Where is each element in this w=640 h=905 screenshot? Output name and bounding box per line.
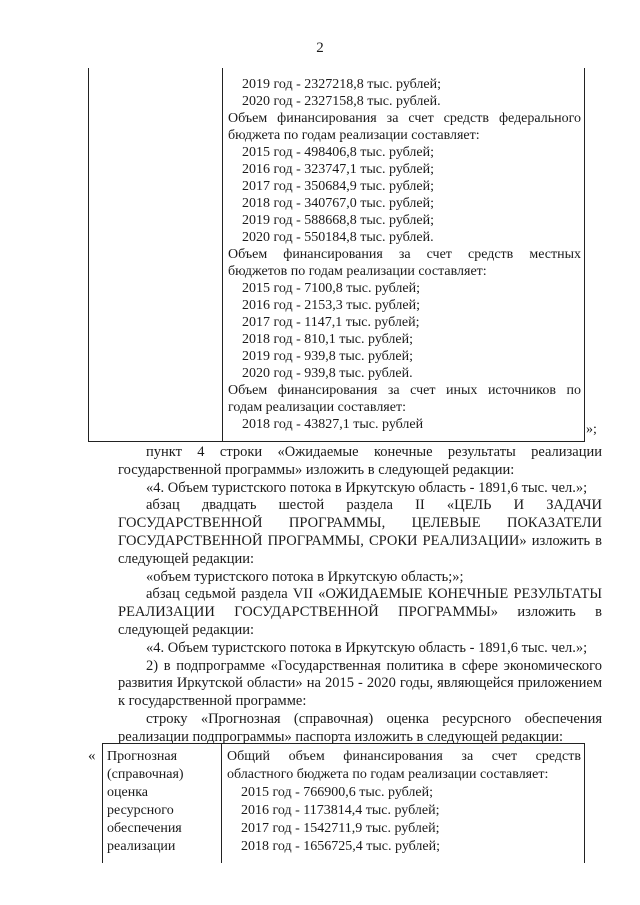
text-line: государственной программы» изложить в следующей редакции: xyxy=(118,461,515,478)
table-column-divider xyxy=(222,68,223,441)
financing-line: 2018 год - 810,1 тыс. рублей; xyxy=(242,332,414,347)
financing-line: 2016 год - 1173814,4 тыс. рублей; xyxy=(241,803,440,818)
financing-line: бюджетов по годам реализации составляет: xyxy=(228,264,487,279)
financing-line: 2015 год - 766900,6 тыс. рублей; xyxy=(241,785,434,800)
row-header-line: (справочная) xyxy=(107,767,184,782)
text-line: пункт 4 строки «Ожидаемые конечные результаты реализации xyxy=(146,444,602,460)
text-line: следующей редакции: xyxy=(118,550,255,567)
financing-line: 2019 год - 588668,8 тыс. рублей; xyxy=(242,213,435,228)
closing-quote-mark: »; xyxy=(586,422,597,437)
text-line: абзац седьмой раздела VII «ОЖИДАЕМЫЕ КОНЕЧНЫЕ РЕЗУЛЬТАТЫ xyxy=(146,586,602,603)
financing-line: 2018 год - 340767,0 тыс. рублей; xyxy=(242,196,435,211)
financing-text-column xyxy=(227,748,581,856)
table-column-divider xyxy=(221,744,222,863)
text-line: ГОСУДАРСТВЕННОЙ ПРОГРАММЫ, ЦЕЛЕВЫЕ ПОКАЗАТЕЛИ xyxy=(118,515,602,532)
financing-line: Объем финансирования за счет средств федерального xyxy=(228,111,581,126)
financing-table-continued xyxy=(88,68,585,442)
financing-text-column xyxy=(228,76,581,433)
financing-line: 2015 год - 498406,8 тыс. рублей; xyxy=(242,145,435,160)
financing-line: 2019 год - 2327218,8 тыс. рублей; xyxy=(242,77,442,92)
text-line: развития Иркутской области» на 2015 - 2020 годы, являющейся приложением xyxy=(118,675,602,692)
row-header-line: Прогнозная xyxy=(107,749,178,764)
row-header-line: оценка xyxy=(107,785,149,800)
text-line: реализации подпрограммы» паспорта изложить в следующей редакции: xyxy=(118,728,564,745)
row-header-line: реализации xyxy=(107,839,176,854)
text-line: «4. Объем туристского потока в Иркутскую область - 1891,6 тыс. чел.»; xyxy=(146,479,588,496)
financing-line: 2017 год - 1542711,9 тыс. рублей; xyxy=(241,821,440,836)
financing-line: областного бюджета по годам реализации составляет: xyxy=(227,767,549,782)
financing-line: 2020 год - 550184,8 тыс. рублей. xyxy=(242,230,434,245)
financing-line: Объем финансирования за счет средств местных xyxy=(228,247,581,262)
financing-line: 2020 год - 2327158,8 тыс. рублей. xyxy=(242,94,441,109)
row-header-line: ресурсного xyxy=(107,803,174,818)
text-line: «4. Объем туристского потока в Иркутскую область - 1891,6 тыс. чел.»; xyxy=(146,639,588,656)
financing-line: 2019 год - 939,8 тыс. рублей; xyxy=(242,349,414,364)
financing-line: 2018 год - 43827,1 тыс. рублей xyxy=(242,417,424,432)
resource-estimate-table xyxy=(102,743,585,863)
text-line: строку «Прогнозная (справочная) оценка ресурсного обеспечения xyxy=(146,710,602,727)
financing-line: 2017 год - 1147,1 тыс. рублей; xyxy=(242,315,420,330)
row-header-cell xyxy=(107,748,217,856)
text-line: следующей редакции: xyxy=(118,621,255,638)
opening-quote-mark: « xyxy=(88,748,96,764)
financing-line: 2016 год - 2153,3 тыс. рублей; xyxy=(242,298,421,313)
financing-line: 2016 год - 323747,1 тыс. рублей; xyxy=(242,162,435,177)
text-line: абзац двадцать шестой раздела II «ЦЕЛЬ И ЗАДАЧИ xyxy=(146,497,602,514)
financing-line: бюджета по годам реализации составляет: xyxy=(228,128,480,143)
financing-line: Объем финансирования за счет иных источников по xyxy=(228,383,581,398)
amendment-text xyxy=(118,444,602,747)
financing-line: 2015 год - 7100,8 тыс. рублей; xyxy=(242,281,421,296)
financing-line: 2018 год - 1656725,4 тыс. рублей; xyxy=(241,839,441,854)
financing-line: 2017 год - 350684,9 тыс. рублей; xyxy=(242,179,435,194)
text-line: ГОСУДАРСТВЕННОЙ ПРОГРАММЫ, СРОКИ РЕАЛИЗАЦИИ» изложить в xyxy=(118,532,602,549)
text-line: к государственной программе: xyxy=(118,693,307,710)
page-number: 2 xyxy=(316,40,324,56)
row-header-line: обеспечения xyxy=(107,821,182,836)
text-line: РЕАЛИЗАЦИИ ГОСУДАРСТВЕННОЙ ПРОГРАММЫ» изложить в xyxy=(118,604,602,621)
text-line: 2) в подпрограмме «Государственная политика в сфере экономического xyxy=(146,657,602,674)
financing-line: 2020 год - 939,8 тыс. рублей. xyxy=(242,366,413,381)
text-line: «объем туристского потока в Иркутскую область;»; xyxy=(146,568,464,585)
financing-line: Общий объем финансирования за счет средств xyxy=(227,749,581,764)
financing-line: годам реализации составляет: xyxy=(228,400,406,415)
